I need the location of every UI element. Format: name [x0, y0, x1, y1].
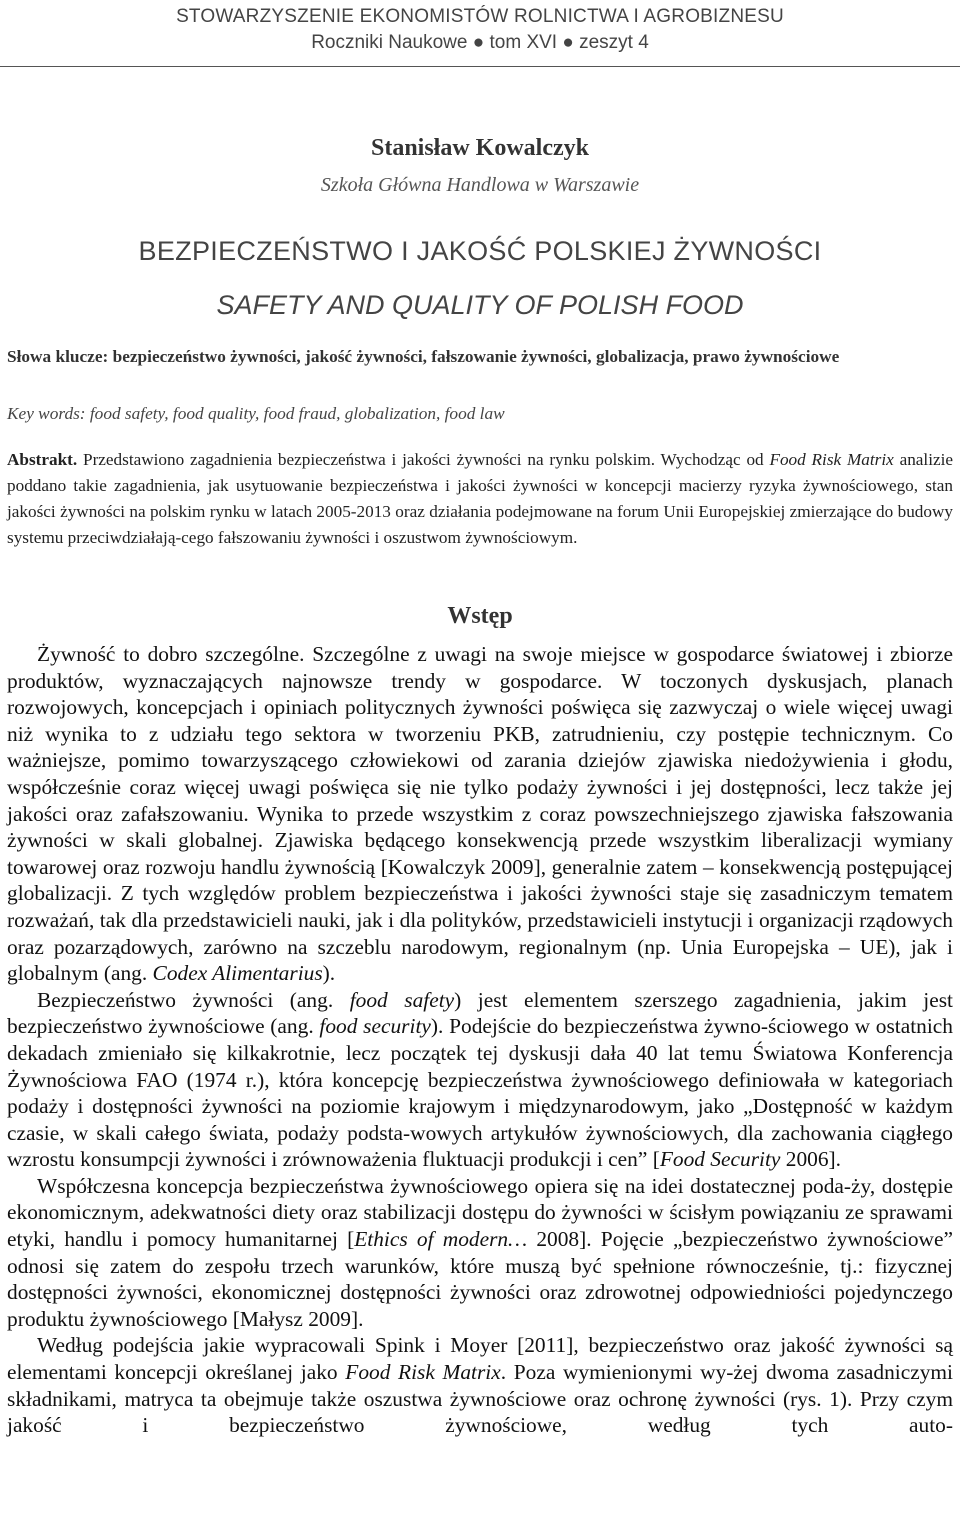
paragraph-3-italic: Ethics of modern…: [354, 1227, 528, 1252]
keywords-polish: Słowa klucze: bezpieczeństwo żywności, jakość żywności, fałszowanie żywności, globalizacja, prawo żywnościowe: [7, 347, 840, 366]
paragraph-3: [7, 1173, 953, 1333]
abstract-text-2: analizie poddano takie zagadnienia, jak usytuowanie bezpieczeństwa i jakości żywności w koncepcji macierzy ryzyka żywnościowego, stan jakości żywności na polskim rynku w latach 2005-2013 oraz działania podejmowane na forum Unii Europejskiej zmierzające do budowy systemu przeciwdziałają-cego fałszowaniu żywności i oszustwom żywnościowym.: [7, 450, 954, 547]
paragraph-2-italic-3: Food Security: [659, 1147, 781, 1172]
article-title-polish: BEZPIECZEŃSTWO I JAKOŚĆ POLSKIEJ ŻYWNOŚCI: [138, 236, 822, 266]
paragraph-3-text-a: Współczesna koncepcja bezpieczeństwa żywnościowego opiera się na idei dostatecznej poda-ży, dostępie ekonomicznym, adekwatności diety oraz stabilizacji dostępu do żywności w ścisłym powiązaniu ze sprawami etyki, handlu i pomocy humanitarnej [: [7, 1173, 953, 1252]
paragraph-2-italic-2: food security: [319, 1014, 431, 1039]
paragraph-2-text-a: Bezpieczeństwo żywności (ang.: [37, 987, 350, 1012]
association-header: STOWARZYSZENIE EKONOMISTÓW ROLNICTWA I AGROBIZNESU: [176, 6, 784, 27]
paragraph-1-text: Żywność to dobro szczególne. Szczególne z uwagi na swoje miejsce w gospodarce światowej i zbiorze produktów, wyznaczających najnowsze trendy w gospodarce. W toczonych dyskusjach, planach rozwojowych, koncepcjach i opiniach politycznych żywności poświęca się zazwyczaj o wiele więcej uwagi niż wynika to z udziału tego sektora w tworzeniu PKB, zatrudnieniu, czy postępie technicznym. Co ważniejsze, pomimo towarzyszącego człowiekowi od zarania dziejów zjawiska niedożywienia i głodu, współcześnie coraz więcej uwagi poświęca się nie tylko podaży żywności i jej dostępności, lecz także jej jakości oraz zafałszowaniu. Wynika to przede wszystkim z coraz powszechniejszego zjawiska fałszowania żywności w skali globalnej. Zjawiska będącego konsekwencją przede wszystkim liberalizacji wymiany towarowej oraz rozwoju handlu żywnością [Kowalczyk 2009], generalnie zatem – konsekwencją postępującej globalizacji. Z tych względów problem bezpieczeństwa i jakości żywności staje się zasadniczym tematem rozważań, tak dla przedstawicieli nauki, jak i dla polityków, przedstawicieli instytucji i organizacji rządowych oraz pozarządowych, zarówno na szczeblu narodowym, regionalnym (np. Unia Europejska – UE), jak i globalnym (ang.: [7, 642, 953, 986]
paragraph-3-text-b: 2008]. Pojęcie „bezpieczeństwo żywnościowe” odnosi się zatem do zespołu trzech warunków, które muszą być spełnione równocześnie, tj.: fizycznej dostępności żywności, ekonomicznej dostępności żywności oraz zdrowotnej odpowiedniości pojedynczego produktu żywnościowego [Małysz 2009].: [7, 1227, 953, 1331]
author-affiliation: Szkoła Główna Handlowa w Warszawie: [320, 174, 640, 196]
paragraph-1-italic: Codex Alimentarius: [152, 961, 323, 986]
abstract: [7, 447, 953, 551]
paragraph-2-text-b: ) jest elementem szerszego zagadnienia, jakim jest bezpieczeństwo żywnościowe (ang.: [7, 987, 953, 1039]
paragraph-2: [7, 987, 953, 1173]
keywords-english: Key words: food safety, food quality, food fraud, globalization, food law: [7, 404, 505, 423]
header-divider: [0, 66, 960, 67]
author-name: Stanisław Kowalczyk: [370, 135, 589, 161]
paragraph-2-text-d: 2006].: [780, 1147, 842, 1172]
paragraph-4: [7, 1332, 953, 1438]
section-heading: Wstęp: [447, 603, 513, 629]
paragraph-4-text-b: . Poza wymienionymi wy-żej dwoma zasadniczymi składnikami, matryca ta obejmuje także oszustwa żywnościowe oraz ochronę żywności (rys. 1). Przy czym jakość i bezpieczeństwo żywnościowe, według tych auto-: [7, 1360, 953, 1438]
paragraph-1-end: ).: [322, 961, 336, 986]
journal-line: Roczniki Naukowe ● tom XVI ● zeszyt 4: [311, 32, 649, 53]
abstract-label: Abstrakt.: [7, 450, 78, 469]
paragraph-1: [7, 641, 953, 987]
abstract-text-1: Przedstawiono zagadnienia bezpieczeństwa i jakości żywności na rynku polskim. Wychodząc od: [77, 450, 770, 469]
paragraph-2-italic-1: food safety: [349, 987, 455, 1012]
paragraph-2-text-c: ). Podejście do bezpieczeństwa żywno-ściowego w ostatnich dekadach zmieniało się kilkakrotnie, lecz początek tej dyskusji dała 40 lat temu Światowa Konferencja Żywnościowa FAO (1974 r.), która koncepcję bezpieczeństwa żywnościowego definiowała w kategoriach podaży i dostępności żywności na poziomie krajowym i międzynarodowym, jako „Dostępność w każdym czasie, w skali całego świata, podaży podsta-wowych artykułów żywnościowych, dla zachowania ciągłego wzrostu konsumpcji żywności i zrównoważenia fluktuacji produkcji i cen” [: [7, 1014, 953, 1172]
abstract-italic-term: Food Risk Matrix: [769, 450, 894, 469]
paragraph-4-text-a: Według podejścia jakie wypracowali Spink i Moyer [2011], bezpieczeństwo oraz jakość żywności są elementami koncepcji określanej jako: [7, 1333, 953, 1385]
paragraph-4-italic: Food Risk Matrix: [345, 1360, 501, 1385]
article-body: [7, 641, 953, 1439]
article-title-english: SAFETY AND QUALITY OF POLISH FOOD: [216, 290, 744, 320]
